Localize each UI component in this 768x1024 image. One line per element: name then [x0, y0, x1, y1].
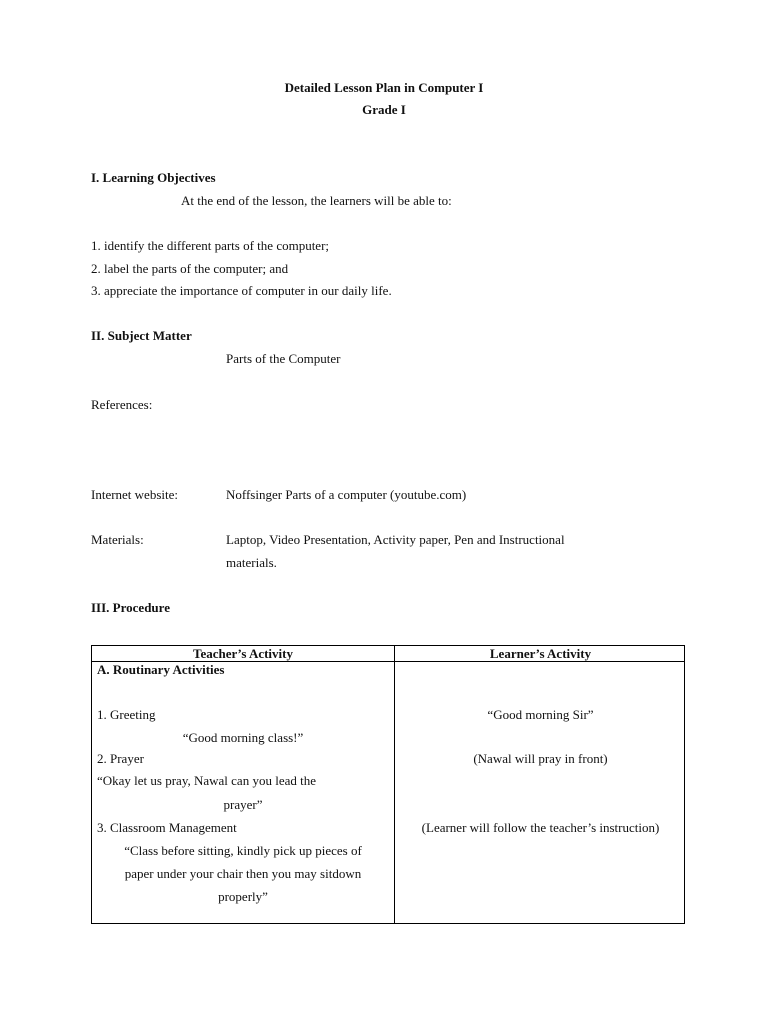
- classroom-management-learner: (Learner will follow the teacher’s instruction): [421, 820, 660, 835]
- materials-value-cont: materials.: [226, 555, 277, 570]
- prayer-learner: (Nawal will pray in front): [473, 751, 608, 766]
- document-subtitle: Grade I: [362, 102, 406, 117]
- internet-value: Noffsinger Parts of a computer (youtube.com): [226, 487, 467, 502]
- procedure-heading: III. Procedure: [91, 600, 170, 615]
- internet-label: Internet website:: [91, 487, 178, 502]
- classroom-management-teacher-cont: paper under your chair then you may sitdown: [124, 866, 362, 881]
- prayer-label: 2. Prayer: [97, 751, 144, 766]
- references-label: References:: [91, 397, 153, 412]
- materials-value: Laptop, Video Presentation, Activity paper, Pen and Instructional: [226, 532, 565, 547]
- table-column-divider: [394, 646, 395, 923]
- objective-item: 1. identify the different parts of the computer;: [91, 238, 330, 253]
- prayer-teacher: “Okay let us pray, Nawal can you lead the: [97, 773, 316, 788]
- procedure-table: [91, 645, 685, 924]
- classroom-management-teacher-cont: properly”: [218, 889, 268, 904]
- header-teacher-activity: Teacher’s Activity: [192, 646, 293, 661]
- subject-heading: II. Subject Matter: [91, 328, 192, 343]
- objective-item: 3. appreciate the importance of computer in our daily life.: [91, 283, 392, 298]
- document-title: Detailed Lesson Plan in Computer I: [284, 80, 484, 95]
- section-routinary-activities: A. Routinary Activities: [97, 662, 225, 677]
- objectives-heading: I. Learning Objectives: [91, 170, 216, 185]
- materials-label: Materials:: [91, 532, 144, 547]
- greeting-label: 1. Greeting: [97, 707, 156, 722]
- classroom-management-teacher: “Class before sitting, kindly pick up pieces of: [124, 843, 362, 858]
- greeting-learner: “Good morning Sir”: [487, 707, 594, 722]
- header-learner-activity: Learner’s Activity: [489, 646, 592, 661]
- prayer-teacher-cont: prayer”: [223, 797, 263, 812]
- greeting-teacher: “Good morning class!”: [182, 730, 304, 745]
- classroom-management-label: 3. Classroom Management: [97, 820, 237, 835]
- objectives-intro: At the end of the lesson, the learners will be able to:: [181, 193, 452, 208]
- objective-item: 2. label the parts of the computer; and: [91, 261, 289, 276]
- subject-topic: Parts of the Computer: [226, 351, 341, 366]
